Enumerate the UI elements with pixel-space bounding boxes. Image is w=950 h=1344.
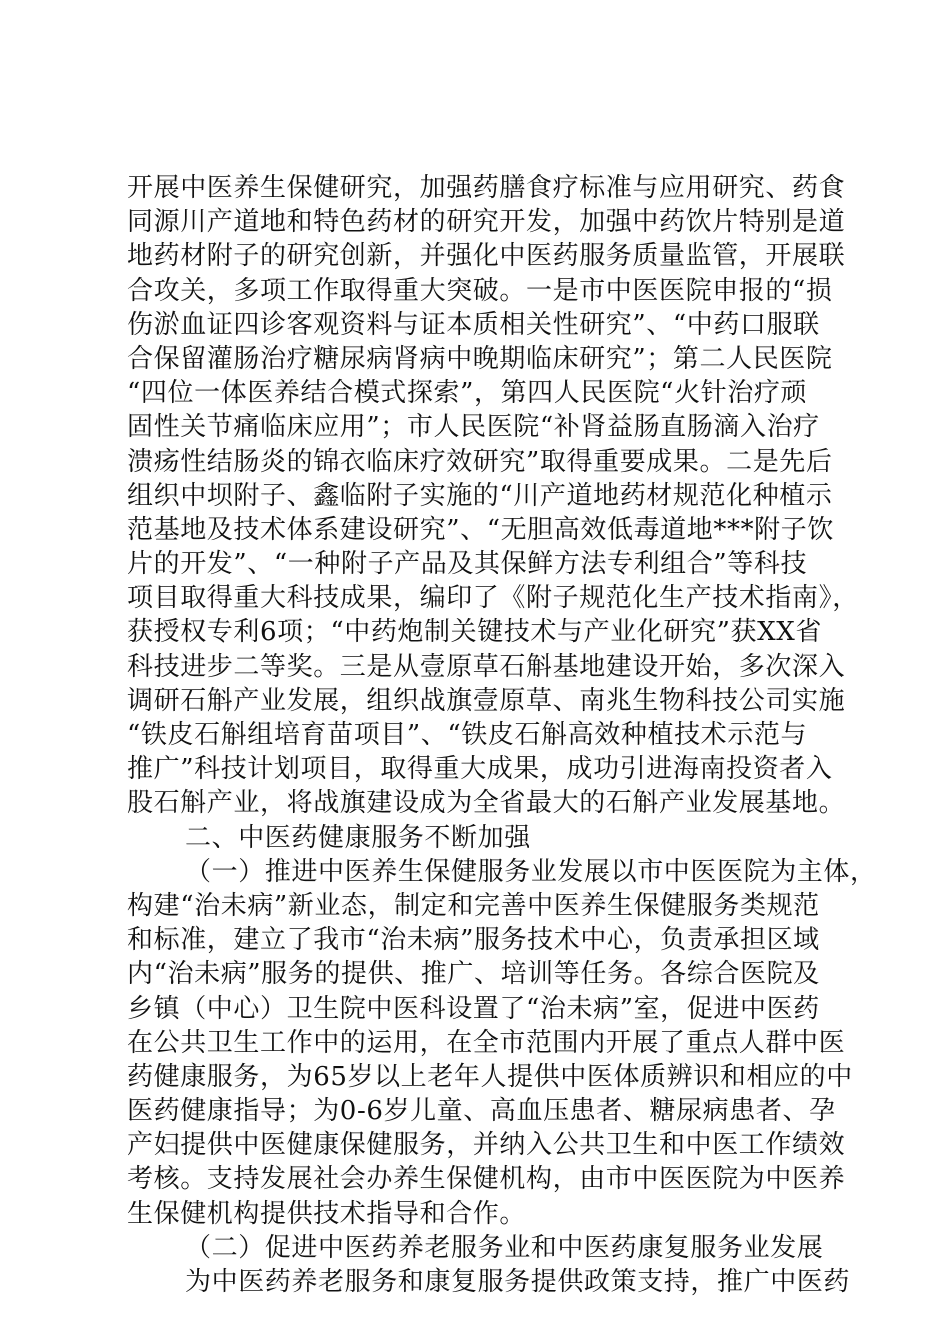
text-line: “四位一体医养结合模式探索”，第四人民医院“火针治疗顽 xyxy=(127,378,808,409)
text-line: 推广”科技计划项目，取得重大成果，成功引进海南投资者入 xyxy=(127,754,833,785)
text-line: 和标准，建立了我市“治未病”服务技术中心，负责承担区域 xyxy=(127,925,820,956)
text-line: 合攻关，多项工作取得重大突破。一是市中医医院申报的“损 xyxy=(127,275,833,306)
text-line: 股石斛产业，将战旗建设成为全省最大的石斛产业发展基地。 xyxy=(127,788,846,819)
text-line: 范基地及技术体系建设研究”、“无胆高效低毒道地***附子饮 xyxy=(127,514,834,545)
text-line: 医药健康指导；为0-6岁儿童、高血压患者、糖尿病患者、孕 xyxy=(127,1096,836,1127)
section-heading: 二、中医药健康服务不断加强 xyxy=(185,822,531,853)
text-line: 内“治未病”服务的提供、推广、培训等任务。各综合医院及 xyxy=(127,959,820,990)
text-line: 药健康服务，为65岁以上老年人提供中医体质辨识和相应的中 xyxy=(127,1061,853,1092)
text-line: 固性关节痛临床应用”；市人民医院“补肾益肠直肠滴入治疗 xyxy=(127,412,820,443)
text-line: 科技进步二等奖。三是从壹原草石斛基地建设开始，多次深入 xyxy=(127,651,846,682)
text-line: 组织中坝附子、鑫临附子实施的“川产道地药材规范化种植示 xyxy=(127,480,833,511)
document-body xyxy=(127,171,877,1299)
text-line: 考核。支持发展社会办养生保健机构，由市中医医院为中医养 xyxy=(127,1164,846,1195)
text-line: 片的开发”、“一种附子产品及其保鲜方法专利组合”等科技 xyxy=(127,549,808,580)
text-line: 地药材附子的研究创新，并强化中医药服务质量监管，开展联 xyxy=(127,241,846,272)
text-line: 乡镇（中心）卫生院中医科设置了“治未病”室，促进中医药 xyxy=(127,993,820,1024)
text-line: 获授权专利6项；“中药炮制关键技术与产业化研究”获XX省 xyxy=(127,617,822,648)
text-line: 伤淤血证四诊客观资料与证本质相关性研究”、“中药口服联 xyxy=(127,309,820,340)
text-line: 合保留灌肠治疗糖尿病肾病中晚期临床研究”；第二人民医院 xyxy=(127,343,833,374)
text-line: 项目取得重大科技成果，编印了《附子规范化生产技术指南》， xyxy=(127,583,859,614)
text-line: 生保健机构提供技术指导和合作。 xyxy=(127,1198,527,1229)
text-line: 在公共卫生工作中的运用，在全市范围内开展了重点人群中医 xyxy=(127,1027,846,1058)
text-line: 调研石斛产业发展，组织战旗壹原草、南兆生物科技公司实施 xyxy=(127,685,846,716)
text-line: 溃疡性结肠炎的锦衣临床疗效研究”取得重要成果。二是先后 xyxy=(127,446,833,477)
subsection-heading: （一）推进中医养生保健服务业发展以市中医医院为主体， xyxy=(185,856,877,887)
text-line: 为中医药养老服务和康复服务提供政策支持，推广中医药 xyxy=(185,1267,851,1297)
text-line: 构建“治未病”新业态，制定和完善中医养生保健服务类规范 xyxy=(127,890,820,921)
text-line: “铁皮石斛组培育苗项目”、“铁皮石斛高效种植技术示范与 xyxy=(127,720,808,750)
text-line: 开展中医养生保健研究，加强药膳食疗标准与应用研究、药食 xyxy=(127,173,846,203)
text-line: 同源川产道地和特色药材的研究开发，加强中药饮片特别是道 xyxy=(127,207,846,238)
subsection-heading: （二）促进中医药养老服务业和中医药康复服务业发展 xyxy=(185,1232,824,1263)
text-line: 产妇提供中医健康保健服务，并纳入公共卫生和中医工作绩效 xyxy=(127,1130,846,1161)
